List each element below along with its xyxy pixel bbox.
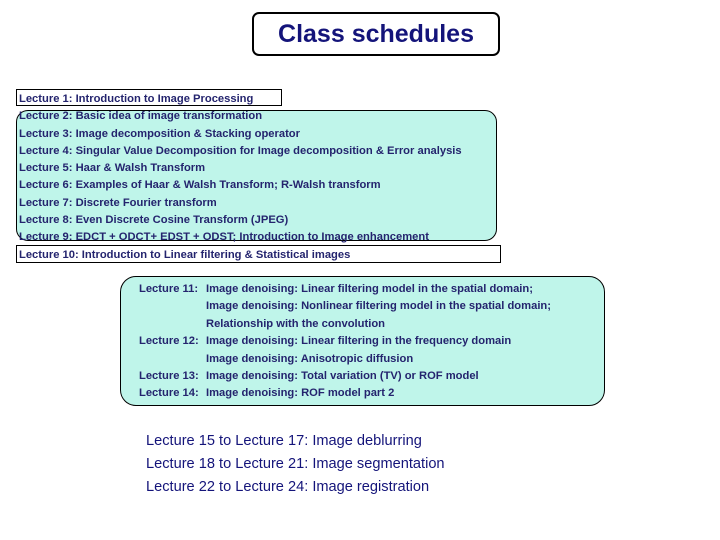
lecture-item: Lecture 1: Introduction to Image Processing [19, 93, 254, 105]
lecture-label: Lecture 12: [139, 335, 199, 348]
lecture-text: Relationship with the convolution [206, 317, 385, 330]
lecture-label: Lecture 14: [139, 387, 199, 400]
lecture-item [139, 298, 551, 315]
lecture-text: Image denoising: Anisotropic diffusion [206, 352, 414, 365]
lecture-list-2 [139, 281, 551, 403]
lecture-item: Lecture 8: Even Discrete Cosine Transform (JPEG) [19, 214, 289, 227]
lecture-item: Lecture 10: Introduction to Linear filtering & Statistical images [19, 248, 351, 261]
lecture-text: Image denoising: Nonlinear filtering model in the spatial domain; [206, 300, 551, 313]
lecture-item: Lecture 18 to Lecture 21: Image segmentation [146, 456, 445, 472]
lecture-item [139, 281, 551, 298]
lecture-label: Lecture 11: [139, 283, 199, 295]
lecture-text: Image denoising: Linear filtering in the frequency domain [206, 335, 512, 348]
lecture-item [139, 351, 551, 368]
lecture-item: Lecture 4: Singular Value Decomposition for Image decomposition & Error analysis [19, 144, 462, 157]
lecture-item: Lecture 6: Examples of Haar & Walsh Transform; R-Walsh transform [19, 179, 381, 192]
lecture-item: Lecture 5: Haar & Walsh Transform [19, 162, 206, 175]
lecture-text: Image denoising: Total variation (TV) or ROF model [206, 369, 479, 382]
lecture-text: Image denoising: ROF model part 2 [206, 387, 395, 400]
lecture-list-3 [146, 430, 445, 499]
lecture-item: Lecture 2: Basic idea of image transformation [19, 110, 263, 123]
lecture-list-1 [19, 91, 462, 264]
lecture-item: Lecture 7: Discrete Fourier transform [19, 196, 217, 209]
page-title: Class schedules [278, 19, 474, 48]
lecture-item: Lecture 22 to Lecture 24: Image registration [146, 479, 430, 495]
lecture-item: Lecture 3: Image decomposition & Stacking operator [19, 127, 300, 140]
lecture-item [139, 333, 551, 350]
lecture-text: Image denoising: Linear filtering model in the spatial domain; [206, 283, 533, 295]
lecture-item [139, 385, 551, 402]
lecture-item: Lecture 15 to Lecture 17: Image deblurring [146, 433, 422, 449]
lecture-item [139, 368, 551, 385]
lecture-label: Lecture 13: [139, 369, 199, 382]
lecture-item [139, 316, 551, 333]
lecture-item: Lecture 9: EDCT + ODCT+ EDST + ODST; Introduction to Image enhancement [19, 231, 429, 244]
title-box [252, 12, 500, 56]
